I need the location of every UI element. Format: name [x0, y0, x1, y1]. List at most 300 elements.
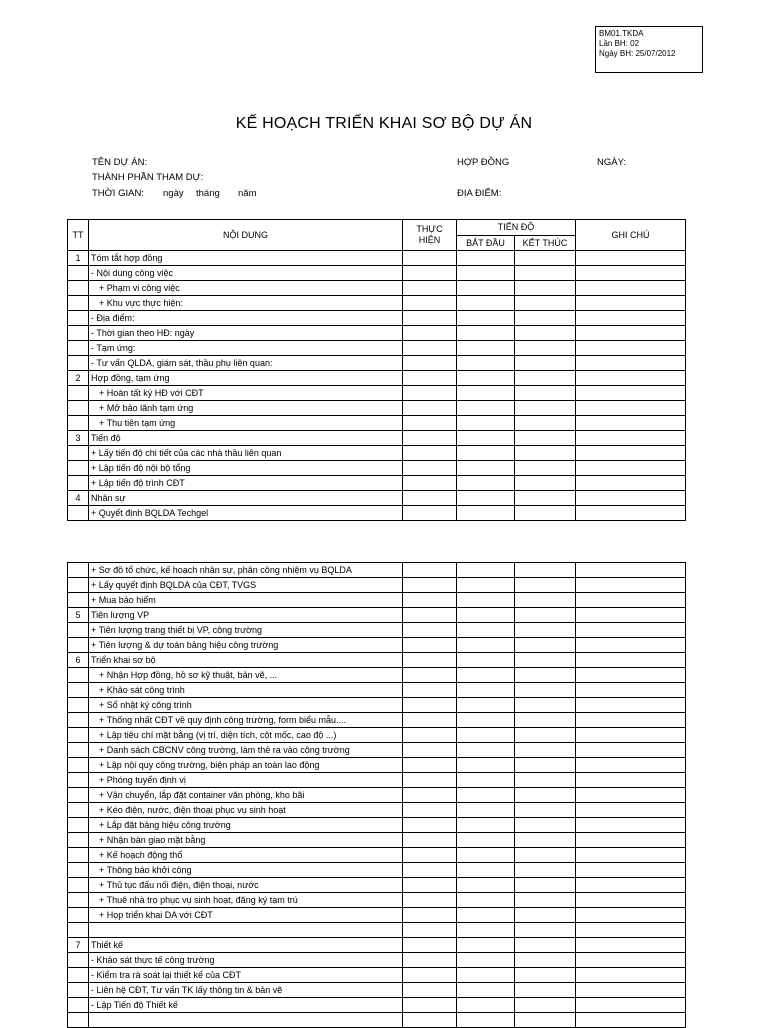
row-number: [68, 983, 89, 998]
row-start-cell: [457, 818, 515, 833]
table-row: [68, 251, 686, 266]
table-row: [68, 773, 686, 788]
row-done-cell: [403, 296, 457, 311]
row-content: + Nhận bàn giao mặt bằng: [89, 833, 403, 848]
row-content: + Khảo sát công trình: [89, 683, 403, 698]
row-start-cell: [457, 713, 515, 728]
row-start-cell: [457, 296, 515, 311]
row-start-cell: [457, 578, 515, 593]
row-end-cell: [515, 356, 576, 371]
row-number: 6: [68, 653, 89, 668]
row-done-cell: [403, 401, 457, 416]
row-end-cell: [515, 251, 576, 266]
table-row: [68, 578, 686, 593]
table-row: [68, 968, 686, 983]
table-row: [68, 311, 686, 326]
row-note-cell: [576, 728, 686, 743]
row-done-cell: [403, 341, 457, 356]
table-row: [68, 998, 686, 1013]
row-end-cell: [515, 743, 576, 758]
row-content: - Tư vấn QLDA, giám sát, thầu phụ liên quan:: [89, 356, 403, 371]
row-start-cell: [457, 341, 515, 356]
form-code-box: [595, 26, 703, 73]
row-note-cell: [576, 968, 686, 983]
row-done-cell: [403, 938, 457, 953]
row-done-cell: [403, 578, 457, 593]
row-content: + Thông báo khởi công: [89, 863, 403, 878]
row-number: 1: [68, 251, 89, 266]
table-row: [68, 818, 686, 833]
participants-label: THÀNH PHẦN THAM DỰ:: [92, 172, 204, 183]
row-end-cell: [515, 506, 576, 521]
row-done-cell: [403, 431, 457, 446]
row-start-cell: [457, 833, 515, 848]
row-content: - Tạm ứng:: [89, 341, 403, 356]
row-content: + Thống nhất CĐT về quy định công trường, form biểu mẫu....: [89, 713, 403, 728]
row-note-cell: [576, 563, 686, 578]
row-done-cell: [403, 356, 457, 371]
row-note-cell: [576, 638, 686, 653]
row-number: [68, 743, 89, 758]
row-done-cell: [403, 833, 457, 848]
row-number: [68, 863, 89, 878]
row-done-cell: [403, 416, 457, 431]
row-content: [89, 923, 403, 938]
table-row: [68, 446, 686, 461]
row-start-cell: [457, 311, 515, 326]
table-row: [68, 848, 686, 863]
table-row: [68, 461, 686, 476]
row-start-cell: [457, 251, 515, 266]
row-start-cell: [457, 431, 515, 446]
row-content: Nhân sự: [89, 491, 403, 506]
row-start-cell: [457, 773, 515, 788]
row-start-cell: [457, 506, 515, 521]
row-start-cell: [457, 638, 515, 653]
row-done-cell: [403, 386, 457, 401]
row-note-cell: [576, 431, 686, 446]
row-number: [68, 788, 89, 803]
row-content: + Lắp đặt bảng hiệu công trường: [89, 818, 403, 833]
row-number: [68, 683, 89, 698]
row-end-cell: [515, 878, 576, 893]
row-number: 5: [68, 608, 89, 623]
row-end-cell: [515, 968, 576, 983]
row-content: + Họp triển khai DA với CĐT: [89, 908, 403, 923]
table-row: [68, 416, 686, 431]
row-note-cell: [576, 938, 686, 953]
row-end-cell: [515, 371, 576, 386]
col-header-start: BẮT ĐẦU: [457, 236, 515, 251]
row-note-cell: [576, 416, 686, 431]
row-content: + Sổ nhật ký công trình: [89, 698, 403, 713]
row-number: 4: [68, 491, 89, 506]
row-end-cell: [515, 818, 576, 833]
row-content: + Lấy tiến độ chi tiết của các nhà thầu liên quan: [89, 446, 403, 461]
row-end-cell: [515, 758, 576, 773]
contract-label: HỢP ĐỒNG: [457, 157, 510, 168]
row-start-cell: [457, 476, 515, 491]
table-row: [68, 386, 686, 401]
row-note-cell: [576, 998, 686, 1013]
row-done-cell: [403, 743, 457, 758]
revision-number: Lần BH: 02: [599, 39, 640, 48]
row-note-cell: [576, 281, 686, 296]
row-note-cell: [576, 773, 686, 788]
row-start-cell: [457, 968, 515, 983]
row-done-cell: [403, 788, 457, 803]
row-note-cell: [576, 758, 686, 773]
table-row: [68, 326, 686, 341]
row-done-cell: [403, 608, 457, 623]
row-start-cell: [457, 401, 515, 416]
row-content: + Nhận Hợp đồng, hồ sơ kỹ thuật, bản vẽ, ...: [89, 668, 403, 683]
row-note-cell: [576, 608, 686, 623]
row-content: + Lập tiến độ trình CĐT: [89, 476, 403, 491]
row-number: [68, 623, 89, 638]
row-number: [68, 698, 89, 713]
row-end-cell: [515, 416, 576, 431]
row-number: [68, 848, 89, 863]
project-name-label: TÊN DỰ ÁN:: [92, 157, 148, 168]
row-end-cell: [515, 461, 576, 476]
row-number: [68, 878, 89, 893]
table-row: [68, 491, 686, 506]
row-end-cell: [515, 938, 576, 953]
row-content: - Liên hệ CĐT, Tư vấn TK lấy thông tin & bản vẽ: [89, 983, 403, 998]
row-number: 7: [68, 938, 89, 953]
table-row: [68, 623, 686, 638]
row-start-cell: [457, 848, 515, 863]
row-done-cell: [403, 983, 457, 998]
row-start-cell: [457, 1013, 515, 1028]
row-done-cell: [403, 923, 457, 938]
row-number: [68, 476, 89, 491]
col-header-progress: TIẾN ĐỘ: [457, 220, 576, 236]
row-start-cell: [457, 998, 515, 1013]
row-content: + Sơ đồ tổ chức, kế hoạch nhân sự, phân công nhiệm vụ BQLDA: [89, 563, 403, 578]
row-done-cell: [403, 878, 457, 893]
row-done-cell: [403, 998, 457, 1013]
row-number: 2: [68, 371, 89, 386]
row-note-cell: [576, 296, 686, 311]
row-start-cell: [457, 653, 515, 668]
row-content: + Lập tiến độ nội bộ tổng: [89, 461, 403, 476]
row-number: [68, 356, 89, 371]
row-number: [68, 416, 89, 431]
table-row: [68, 653, 686, 668]
row-done-cell: [403, 668, 457, 683]
row-start-cell: [457, 983, 515, 998]
row-note-cell: [576, 893, 686, 908]
col-header-done-line1: THỰC: [416, 224, 443, 234]
plan-table-page-1-body: [68, 251, 686, 521]
time-year-label: năm: [238, 188, 257, 199]
row-done-cell: [403, 803, 457, 818]
row-end-cell: [515, 266, 576, 281]
row-end-cell: [515, 1013, 576, 1028]
row-content: - Lập Tiến độ Thiết kế: [89, 998, 403, 1013]
time-day-label: ngày: [163, 188, 184, 199]
row-note-cell: [576, 593, 686, 608]
row-end-cell: [515, 953, 576, 968]
row-done-cell: [403, 653, 457, 668]
row-end-cell: [515, 713, 576, 728]
row-done-cell: [403, 461, 457, 476]
row-note-cell: [576, 713, 686, 728]
row-start-cell: [457, 461, 515, 476]
row-end-cell: [515, 326, 576, 341]
row-content: + Lập nội quy công trường, biện pháp an toàn lao động: [89, 758, 403, 773]
row-note-cell: [576, 668, 686, 683]
row-content: - Thời gian theo HĐ: ngày: [89, 326, 403, 341]
row-note-cell: [576, 578, 686, 593]
row-number: [68, 758, 89, 773]
row-number: [68, 311, 89, 326]
table-row: [68, 341, 686, 356]
row-content: Tóm tắt hợp đồng: [89, 251, 403, 266]
row-note-cell: [576, 251, 686, 266]
row-done-cell: [403, 1013, 457, 1028]
table-row: [68, 803, 686, 818]
row-end-cell: [515, 311, 576, 326]
row-content: - Địa điểm:: [89, 311, 403, 326]
table-row: [68, 938, 686, 953]
row-done-cell: [403, 506, 457, 521]
col-header-note: GHI CHÚ: [576, 220, 686, 251]
row-note-cell: [576, 1013, 686, 1028]
row-number: [68, 968, 89, 983]
table-row: [68, 506, 686, 521]
row-content: + Kéo điện, nước, điện thoại phục vụ sinh hoạt: [89, 803, 403, 818]
row-number: [68, 893, 89, 908]
row-note-cell: [576, 371, 686, 386]
row-content: + Tiên lượng & dự toán bảng hiệu công trường: [89, 638, 403, 653]
row-note-cell: [576, 446, 686, 461]
table-row: [68, 983, 686, 998]
row-note-cell: [576, 491, 686, 506]
row-start-cell: [457, 893, 515, 908]
table-row: [68, 698, 686, 713]
row-content: Tiên lượng VP: [89, 608, 403, 623]
row-done-cell: [403, 683, 457, 698]
row-end-cell: [515, 983, 576, 998]
row-done-cell: [403, 623, 457, 638]
row-end-cell: [515, 683, 576, 698]
row-note-cell: [576, 788, 686, 803]
table-row: [68, 893, 686, 908]
row-content: + Phạm vi công việc: [89, 281, 403, 296]
row-content: Hợp đồng, tạm ứng: [89, 371, 403, 386]
table-row: [68, 1013, 686, 1028]
form-code: BM01.TKDA: [599, 29, 644, 38]
table-row: [68, 476, 686, 491]
row-end-cell: [515, 638, 576, 653]
row-end-cell: [515, 893, 576, 908]
row-done-cell: [403, 728, 457, 743]
document-title: KẾ HOẠCH TRIỂN KHAI SƠ BỘ DỰ ÁN: [235, 115, 533, 132]
row-number: [68, 296, 89, 311]
row-note-cell: [576, 476, 686, 491]
row-done-cell: [403, 476, 457, 491]
table-row: [68, 431, 686, 446]
row-done-cell: [403, 968, 457, 983]
row-content: + Hoàn tất ký HĐ với CĐT: [89, 386, 403, 401]
col-header-done-line2: HIỆN: [418, 235, 441, 245]
row-done-cell: [403, 758, 457, 773]
row-content: + Lấy quyết định BQLDA của CĐT, TVGS: [89, 578, 403, 593]
row-note-cell: [576, 356, 686, 371]
table-row: [68, 713, 686, 728]
row-done-cell: [403, 563, 457, 578]
row-number: [68, 1013, 89, 1028]
row-end-cell: [515, 446, 576, 461]
row-content: + Mở bảo lãnh tạm ứng: [89, 401, 403, 416]
row-start-cell: [457, 683, 515, 698]
row-end-cell: [515, 773, 576, 788]
table-row: [68, 728, 686, 743]
row-content: + Mua bảo hiểm: [89, 593, 403, 608]
row-number: [68, 908, 89, 923]
row-note-cell: [576, 953, 686, 968]
row-number: [68, 638, 89, 653]
date-label: NGÀY:: [597, 157, 627, 168]
row-note-cell: [576, 401, 686, 416]
table-row: [68, 953, 686, 968]
row-done-cell: [403, 371, 457, 386]
row-end-cell: [515, 698, 576, 713]
time-label: THỜI GIAN:: [92, 188, 144, 199]
row-start-cell: [457, 743, 515, 758]
row-number: [68, 401, 89, 416]
row-note-cell: [576, 818, 686, 833]
row-number: [68, 506, 89, 521]
row-number: [68, 446, 89, 461]
table-row: [68, 593, 686, 608]
row-done-cell: [403, 893, 457, 908]
row-note-cell: [576, 923, 686, 938]
row-content: + Kế hoạch động thổ: [89, 848, 403, 863]
row-start-cell: [457, 491, 515, 506]
table-row: [68, 668, 686, 683]
row-done-cell: [403, 638, 457, 653]
row-note-cell: [576, 386, 686, 401]
row-end-cell: [515, 563, 576, 578]
row-content: Thiết kế: [89, 938, 403, 953]
table-row: [68, 608, 686, 623]
row-end-cell: [515, 401, 576, 416]
table-row: [68, 788, 686, 803]
row-end-cell: [515, 341, 576, 356]
row-content: + Thuê nhà trọ phục vụ sinh hoạt, đăng ký tạm trú: [89, 893, 403, 908]
row-content: [89, 1013, 403, 1028]
row-start-cell: [457, 281, 515, 296]
row-number: [68, 728, 89, 743]
row-note-cell: [576, 848, 686, 863]
row-done-cell: [403, 266, 457, 281]
row-start-cell: [457, 416, 515, 431]
row-done-cell: [403, 251, 457, 266]
row-done-cell: [403, 773, 457, 788]
table-row: [68, 758, 686, 773]
table-row: [68, 371, 686, 386]
table-row: [68, 563, 686, 578]
row-number: [68, 668, 89, 683]
plan-table-page-1: [67, 219, 686, 521]
row-start-cell: [457, 953, 515, 968]
row-start-cell: [457, 266, 515, 281]
row-start-cell: [457, 938, 515, 953]
row-done-cell: [403, 908, 457, 923]
row-note-cell: [576, 311, 686, 326]
col-header-done: [403, 220, 457, 251]
row-note-cell: [576, 878, 686, 893]
row-start-cell: [457, 608, 515, 623]
table-row: [68, 743, 686, 758]
row-note-cell: [576, 341, 686, 356]
row-start-cell: [457, 668, 515, 683]
row-end-cell: [515, 491, 576, 506]
row-number: [68, 953, 89, 968]
row-number: [68, 818, 89, 833]
row-start-cell: [457, 803, 515, 818]
row-note-cell: [576, 698, 686, 713]
row-number: [68, 461, 89, 476]
row-number: [68, 386, 89, 401]
table-row: [68, 863, 686, 878]
table-row: [68, 401, 686, 416]
row-done-cell: [403, 446, 457, 461]
row-start-cell: [457, 878, 515, 893]
row-note-cell: [576, 908, 686, 923]
row-done-cell: [403, 326, 457, 341]
row-start-cell: [457, 623, 515, 638]
row-number: [68, 593, 89, 608]
row-start-cell: [457, 923, 515, 938]
row-number: [68, 281, 89, 296]
row-start-cell: [457, 908, 515, 923]
row-content: + Danh sách CBCNV công trường, làm thẻ ra vào công trường: [89, 743, 403, 758]
row-done-cell: [403, 698, 457, 713]
row-done-cell: [403, 848, 457, 863]
row-start-cell: [457, 698, 515, 713]
row-number: [68, 713, 89, 728]
row-content: + Phóng tuyến định vị: [89, 773, 403, 788]
table-row: [68, 266, 686, 281]
revision-date: Ngày BH: 25/07/2012: [599, 49, 676, 58]
row-number: [68, 326, 89, 341]
row-note-cell: [576, 461, 686, 476]
row-done-cell: [403, 953, 457, 968]
plan-table-page-2: [67, 562, 686, 1028]
row-end-cell: [515, 296, 576, 311]
table-row: [68, 296, 686, 311]
row-start-cell: [457, 386, 515, 401]
row-end-cell: [515, 923, 576, 938]
table-row: [68, 356, 686, 371]
row-start-cell: [457, 788, 515, 803]
row-number: [68, 998, 89, 1013]
row-number: [68, 923, 89, 938]
table-row: [68, 833, 686, 848]
row-end-cell: [515, 608, 576, 623]
row-end-cell: [515, 863, 576, 878]
row-end-cell: [515, 668, 576, 683]
table-row: [68, 878, 686, 893]
row-note-cell: [576, 326, 686, 341]
row-content: + Thu tiền tạm ứng: [89, 416, 403, 431]
row-note-cell: [576, 803, 686, 818]
